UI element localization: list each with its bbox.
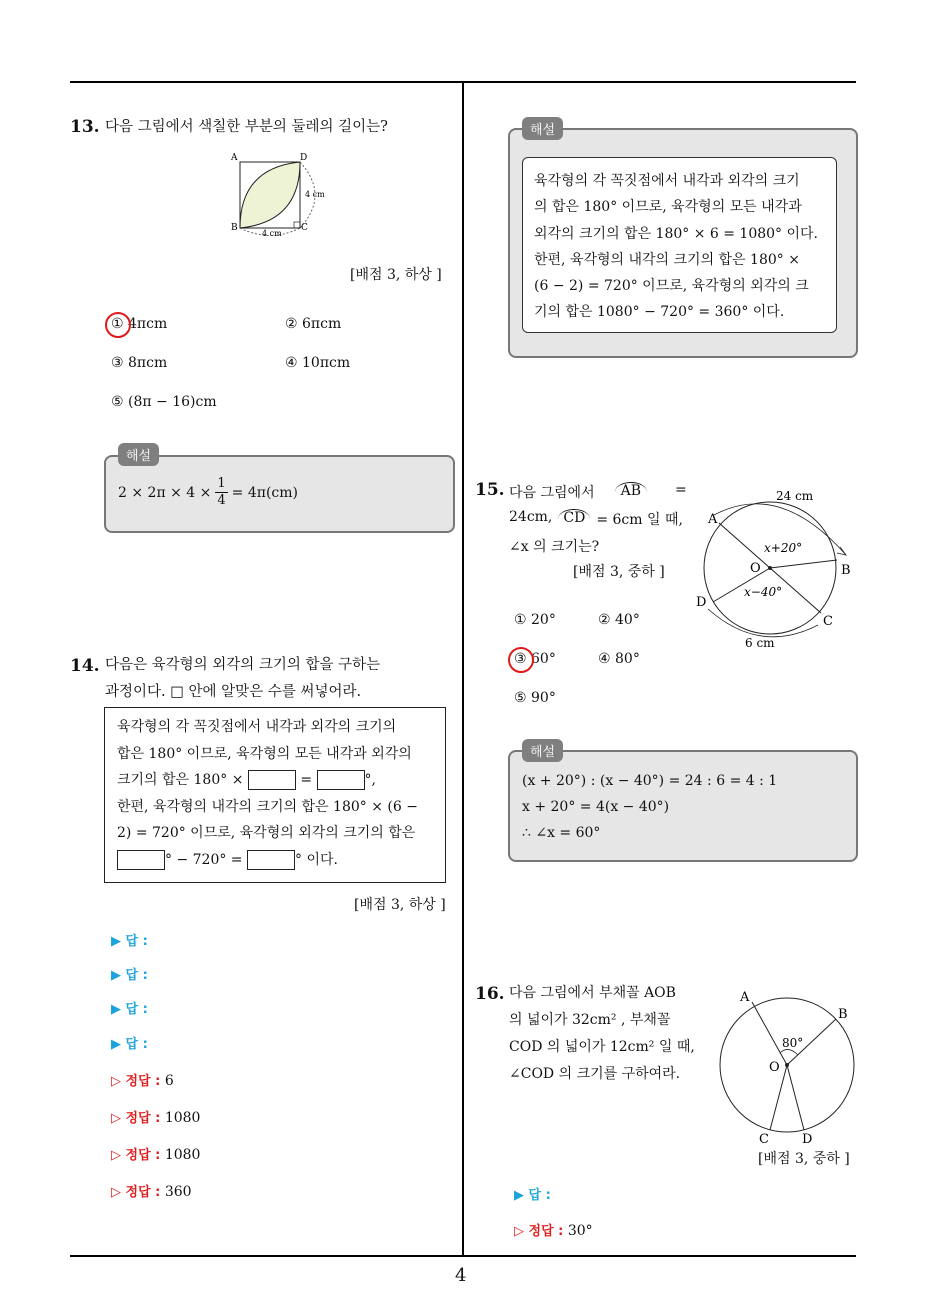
q13-solution-tail: = 4π(cm) xyxy=(231,484,298,501)
q13-solution-tag: 해설 xyxy=(118,443,159,466)
q14-answer-label-4[interactable]: ▶ 답 : xyxy=(111,1037,148,1052)
q13-number: 13. xyxy=(70,117,100,137)
q14-box-line-3 xyxy=(117,767,447,794)
q14-answer-label-2[interactable]: ▶ 답 : xyxy=(111,968,148,983)
q14-number: 14. xyxy=(70,656,100,676)
q15-option-2[interactable]: ② 40° xyxy=(598,612,640,628)
q15-label-d: D xyxy=(696,595,707,610)
q14-box-line-3c: °, xyxy=(364,772,376,788)
q15-option-1[interactable]: ① 20° xyxy=(514,612,556,628)
q15-solution-tag: 해설 xyxy=(522,739,563,762)
q14-correct-value-3: 1080 xyxy=(164,1147,201,1163)
q14-solution-tag: 해설 xyxy=(522,117,563,140)
q14-correct-2 xyxy=(111,1107,200,1126)
q14-box-line-3b: = xyxy=(300,772,313,788)
q14-sol-line-1: 육각형의 각 꼭짓점에서 내각과 외각의 크기 xyxy=(534,173,800,189)
q16-label-c: C xyxy=(759,1132,769,1147)
q13-option-3[interactable]: ③ 8πcm xyxy=(111,355,168,371)
q15-upper-angle: x+20° xyxy=(764,541,803,555)
q13-label-a: A xyxy=(231,153,238,163)
q15-sol-line-3: ∴ ∠x = 60° xyxy=(522,825,601,841)
q15-line-1 xyxy=(509,482,687,502)
q16-score: [배점 3, 중하 ] xyxy=(758,1151,850,1167)
q15-label-o: O xyxy=(750,561,761,576)
q14-box-line-6 xyxy=(117,847,447,874)
q14-solution-text xyxy=(534,168,834,326)
q14-correct-label-3: ▷ 정답 : xyxy=(111,1148,161,1163)
q15-lower-angle: x−40° xyxy=(744,585,783,599)
q16-line-1: 다음 그림에서 부채꼴 AOB xyxy=(509,985,676,1001)
q14-sol-line-4: 한편, 육각형의 내각의 크기의 합은 180° × xyxy=(534,251,800,268)
q14-blank-1[interactable] xyxy=(248,770,296,790)
q13-frac-num: 1 xyxy=(217,476,226,491)
q15-sol-line-1: (x + 20°) : (x − 40°) = 24 : 6 = 4 : 1 xyxy=(522,773,778,789)
q15-line-3: ∠x 의 크기는? xyxy=(509,539,600,555)
q14-correct-3 xyxy=(111,1144,200,1163)
q16-answer-label[interactable]: ▶ 답 : xyxy=(514,1188,551,1203)
q15-option-4[interactable]: ④ 80° xyxy=(598,651,640,667)
q13-label-c: C xyxy=(301,223,308,233)
page-number: 4 xyxy=(455,1265,467,1286)
q14-text-1: 다음은 육각형의 외각의 크기의 합을 구하는 xyxy=(105,657,381,673)
q13-label-bottom: 4 cm xyxy=(262,229,282,238)
q15-line-2 xyxy=(509,509,683,529)
q13-option-2[interactable]: ② 6πcm xyxy=(285,316,342,332)
q13-score: [배점 3, 하상 ] xyxy=(350,267,442,283)
q14-correct-value-1: 6 xyxy=(164,1073,174,1089)
q15-label-top: 24 cm xyxy=(776,489,814,503)
q13-option-5[interactable]: ⑤ (8π − 16)cm xyxy=(111,394,217,410)
q16-number: 16. xyxy=(475,984,505,1004)
q15-arc-cd: CD xyxy=(558,509,590,529)
q15-label-bottom: 6 cm xyxy=(745,636,775,650)
q13-label-b: B xyxy=(231,223,238,233)
q14-box-line-3a: 크기의 합은 180° × xyxy=(117,772,244,788)
q13-option-1[interactable]: ① 4πcm xyxy=(111,316,168,332)
q13-solution-lead: 2 × 2π × 4 × xyxy=(118,484,212,501)
q14-box-line-6a: ° − 720° = xyxy=(165,851,243,868)
q15-label-c: C xyxy=(823,614,833,629)
q15-solution-text xyxy=(522,768,777,846)
q15-arc-ab: AB xyxy=(615,482,647,502)
q14-answer-label-3[interactable]: ▶ 답 : xyxy=(111,1002,148,1017)
q14-blank-2[interactable] xyxy=(317,770,365,790)
q16-label-b: B xyxy=(838,1007,848,1022)
q15-selected-mark xyxy=(508,647,534,673)
q16-angle-label: 80° xyxy=(782,1036,804,1050)
q14-text-2: 과정이다. □ 안에 알맞은 수를 써넣어라. xyxy=(105,684,362,700)
q14-box-line-5: 2) = 720° 이므로, 육각형의 외각의 크기의 합은 xyxy=(117,825,416,841)
q14-correct-1 xyxy=(111,1070,174,1089)
q14-sol-line-3: 외각의 크기의 합은 180° × 6 = 1080° 이다. xyxy=(534,225,819,242)
q14-score: [배점 3, 하상 ] xyxy=(354,897,446,913)
q15-figure xyxy=(690,485,860,650)
q14-correct-label-4: ▷ 정답 : xyxy=(111,1185,161,1200)
q13-selected-mark xyxy=(105,312,131,338)
q14-correct-value-2: 1080 xyxy=(164,1110,201,1126)
q14-correct-label-1: ▷ 정답 : xyxy=(111,1074,161,1089)
q16-line-2: 의 넓이가 32cm² , 부채꼴 xyxy=(509,1012,671,1028)
q16-figure xyxy=(712,985,862,1150)
q14-answer-label-1[interactable]: ▶ 답 : xyxy=(111,934,148,949)
q14-sol-line-2: 의 합은 180° 이므로, 육각형의 모든 내각과 xyxy=(534,199,802,216)
q13-solution-line xyxy=(118,476,298,509)
q14-sol-line-6: 기의 합은 1080° − 720° = 360° 이다. xyxy=(534,304,785,321)
q14-blank-4[interactable] xyxy=(247,850,295,870)
q14-box-text xyxy=(117,714,447,873)
q16-text xyxy=(509,980,695,1088)
q15-score: [배점 3, 중하 ] xyxy=(573,564,665,580)
q15-number: 15. xyxy=(475,480,505,500)
q14-correct-label-2: ▷ 정답 : xyxy=(111,1111,161,1126)
q15-sol-line-2: x + 20° = 4(x − 40°) xyxy=(522,799,670,815)
q13-label-d: D xyxy=(300,153,308,163)
q15-line-1b: = xyxy=(675,482,687,498)
q14-box-line-1: 육각형의 각 꼭짓점에서 내각과 외각의 크기의 xyxy=(117,719,397,735)
q14-box-line-2: 합은 180° 이므로, 육각형의 모든 내각과 외각의 xyxy=(117,745,412,762)
q13-text: 다음 그림에서 색칠한 부분의 둘레의 길이는? xyxy=(105,119,388,135)
q16-line-4: ∠COD 의 크기를 구하여라. xyxy=(509,1066,681,1082)
q14-box-line-4: 한편, 육각형의 내각의 크기의 합은 180° × (6 − xyxy=(117,798,418,815)
q15-label-a: A xyxy=(708,512,718,527)
q15-line-2b: = 6cm 일 때, xyxy=(596,512,683,528)
q15-line-2a: 24cm, xyxy=(509,509,553,525)
q14-sol-line-5: (6 − 2) = 720° 이므로, 육각형의 외각의 크 xyxy=(534,278,809,295)
q15-label-b: B xyxy=(841,563,851,578)
bottom-rule xyxy=(70,1255,856,1257)
q13-figure xyxy=(225,148,335,240)
q15-option-3[interactable]: ③ 60° xyxy=(514,651,556,667)
column-divider xyxy=(462,81,464,1256)
q16-label-o: O xyxy=(769,1060,780,1075)
q13-label-side: 4 cm xyxy=(305,190,325,199)
q14-box-line-6b: ° 이다. xyxy=(295,851,338,868)
q13-option-4[interactable]: ④ 10πcm xyxy=(285,355,351,371)
q16-correct-label: ▷ 정답 : xyxy=(514,1224,564,1239)
q16-label-a: A xyxy=(740,990,750,1005)
q14-blank-3[interactable] xyxy=(117,850,165,870)
q16-label-d: D xyxy=(802,1132,813,1147)
q16-correct xyxy=(514,1220,593,1239)
q13-solution-fraction xyxy=(215,476,227,509)
q15-option-5[interactable]: ⑤ 90° xyxy=(514,690,556,706)
q16-correct-value: 30° xyxy=(567,1223,593,1239)
q14-correct-value-4: 360 xyxy=(164,1184,192,1200)
q14-correct-4 xyxy=(111,1181,192,1200)
q15-line-1a: 다음 그림에서 xyxy=(509,485,595,501)
q13-frac-den: 4 xyxy=(217,493,226,508)
q16-line-3: COD 의 넓이가 12cm² 일 때, xyxy=(509,1039,695,1055)
